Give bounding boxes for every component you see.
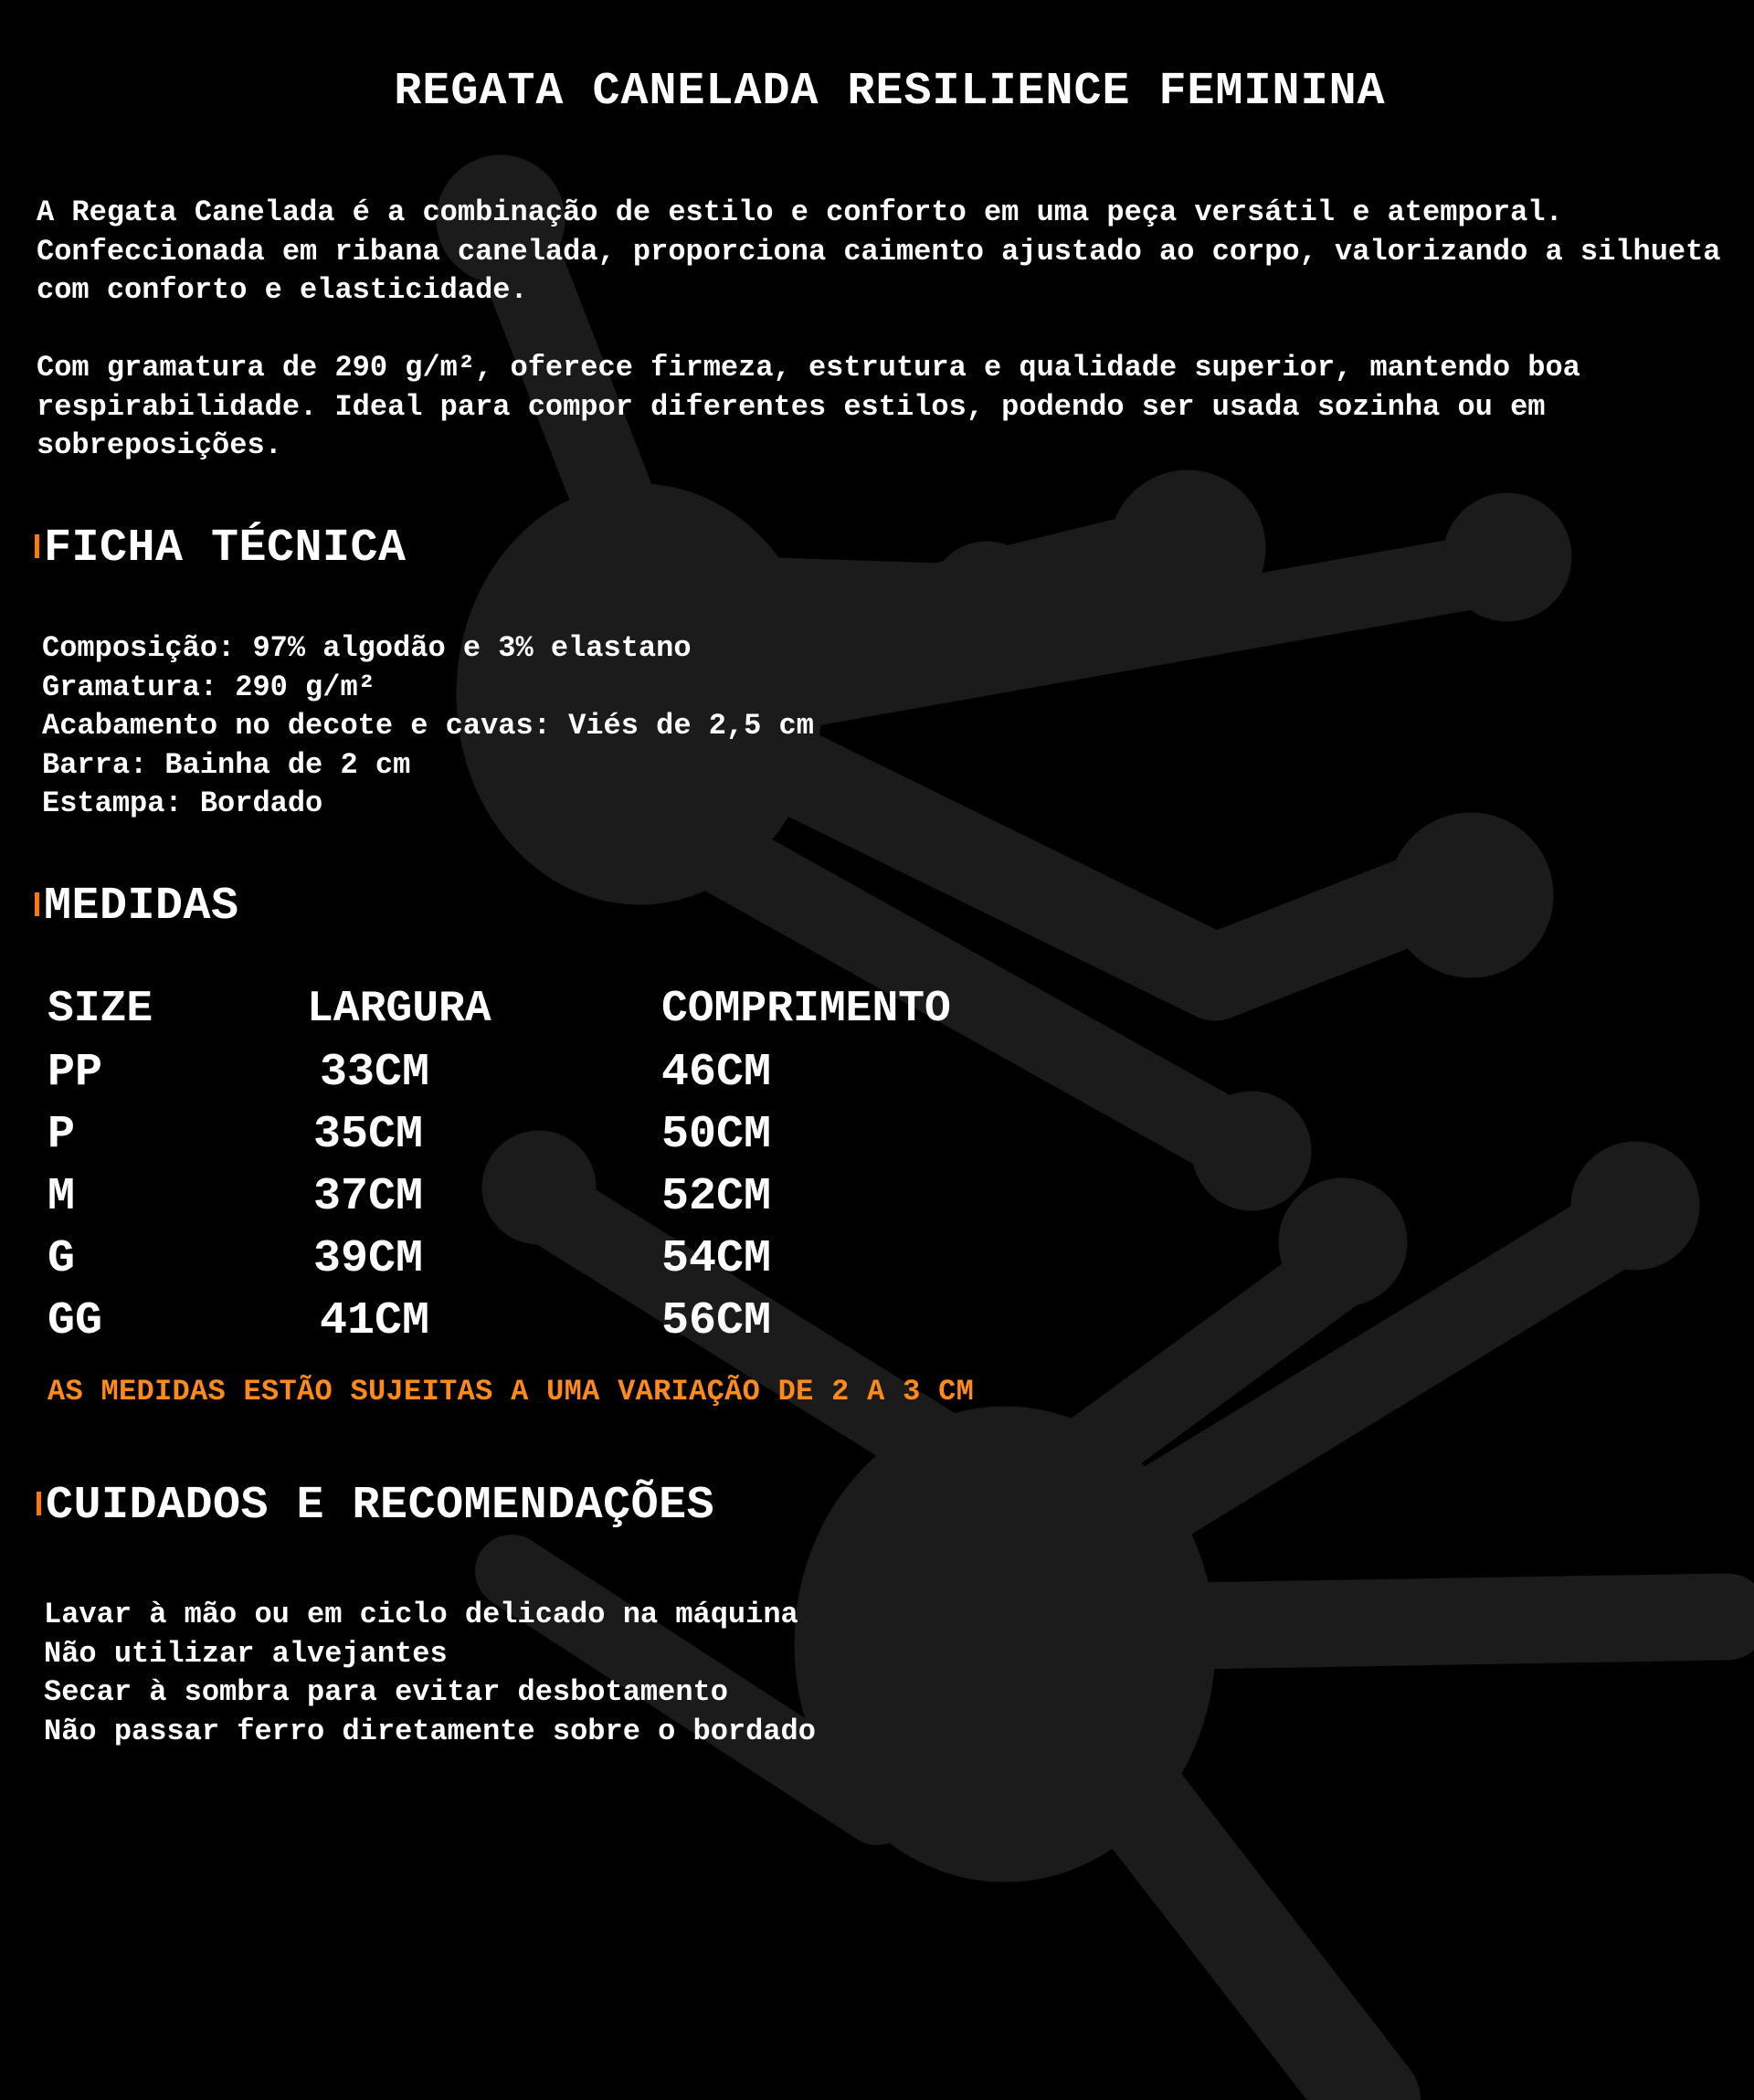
list-item: Composição: 97% algodão e 3% elastano <box>42 631 692 665</box>
list-item: Secar à sombra para evitar desbotamento <box>44 1675 728 1709</box>
width-cell: 35CM <box>313 1109 424 1161</box>
section-title: MEDIDAS <box>44 881 239 933</box>
length-cell: 46CM <box>661 1047 772 1099</box>
list-item: Lavar à mão ou em ciclo delicado na máquina <box>44 1598 798 1631</box>
size-cell: PP <box>48 1047 103 1099</box>
width-cell: 37CM <box>313 1171 424 1223</box>
section-title: CUIDADOS E RECOMENDAÇÕES <box>46 1480 715 1532</box>
length-cell: 50CM <box>661 1109 772 1161</box>
list-item: Gramatura: 290 g/m² <box>42 670 375 704</box>
column-header-largura: LARGURA <box>307 985 491 1034</box>
ficha-tecnica-list <box>42 629 814 824</box>
list-item: Estampa: Bordado <box>42 786 323 820</box>
cuidados-list <box>44 1596 816 1751</box>
section-title: FICHA TÉCNICA <box>44 522 407 575</box>
list-item: Não passar ferro diretamente sobre o bordado <box>44 1714 816 1748</box>
length-cell: 52CM <box>661 1171 772 1223</box>
width-cell: 33CM <box>320 1047 430 1099</box>
column-header-comprimento: COMPRIMENTO <box>661 985 951 1034</box>
size-cell: G <box>48 1233 76 1285</box>
size-cell: GG <box>48 1295 103 1347</box>
orange-bar-icon <box>37 1492 41 1515</box>
width-cell: 39CM <box>313 1233 424 1285</box>
page-title: REGATA CANELADA RESILIENCE FEMININA <box>394 66 1386 118</box>
intro-paragraph-2: Com gramatura de 290 g/m², oferece firmeza, estrutura e qualidade superior, mantendo boa respirabilidade. Ideal para compor diferentes estilos, podendo ser usada sozinha ou em sobreposições. <box>37 351 1580 462</box>
list-item: Acabamento no decote e cavas: Viés de 2,5 cm <box>42 709 814 743</box>
length-cell: 54CM <box>661 1233 772 1285</box>
section-heading-cuidados <box>37 1480 714 1532</box>
orange-bar-icon <box>35 892 39 916</box>
measurement-variation-note: AS MEDIDAS ESTÃO SUJEITAS A UMA VARIAÇÃO DE 2 A 3 CM <box>48 1375 975 1409</box>
size-cell: M <box>48 1171 76 1223</box>
list-item: Não utilizar alvejantes <box>44 1636 448 1671</box>
width-cell: 41CM <box>320 1295 430 1347</box>
section-heading-ficha-tecnica <box>35 522 407 575</box>
size-cell: P <box>48 1109 76 1161</box>
intro-paragraph-1: A Regata Canelada é a combinação de estilo e conforto em uma peça versátil e atemporal. Confeccionada em ribana canelada, proporciona caimento ajustado ao corpo, valorizando a silhueta com conforto e elasticidade. <box>37 195 1721 307</box>
section-heading-medidas <box>35 881 239 933</box>
list-item: Barra: Bainha de 2 cm <box>42 747 411 782</box>
orange-bar-icon <box>35 534 39 558</box>
length-cell: 56CM <box>661 1295 772 1347</box>
column-header-size: SIZE <box>48 985 153 1034</box>
